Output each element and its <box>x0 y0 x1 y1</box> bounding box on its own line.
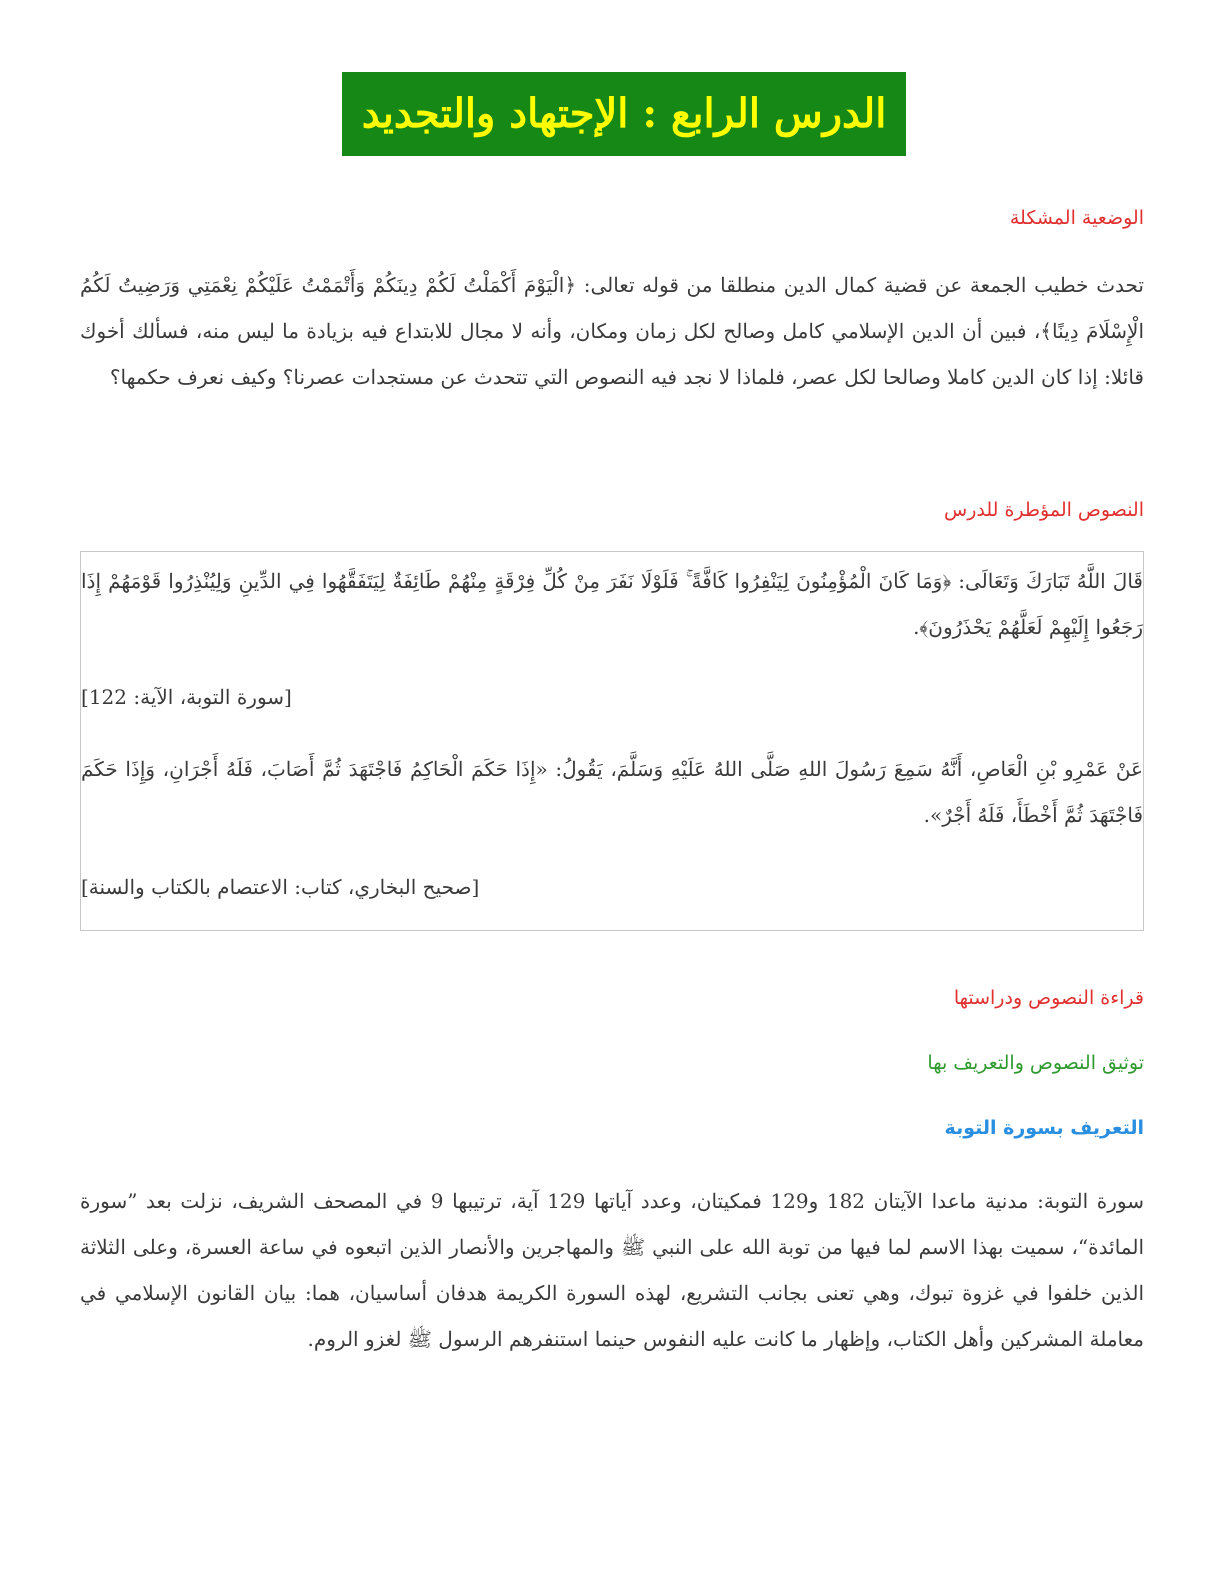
page-title: الدرس الرابع : الإجتهاد والتجديد <box>361 90 887 137</box>
document-page <box>80 0 1144 1584</box>
title-banner <box>342 72 906 156</box>
framing-texts-heading: النصوص المؤطرة للدرس <box>944 499 1144 521</box>
problem-paragraph: تحدث خطيب الجمعة عن قضية كمال الدين منطلقا من قوله تعالى: ﴿الْيَوْمَ أَكْمَلْتُ لَكُمْ دِينَكُمْ وَأَتْمَمْتُ عَلَيْكُمْ نِعْمَتِي وَرَضِيتُ لَكُمُ الْإِسْلَامَ دِينًا﴾، فبين أن الدين الإسلامي كامل وصالح لكل زمان ومكان، وأنه لا مجال للابتداع فيه بزيادة ما ليس منه، فسألك أخوك قائلا: إذا كان الدين كاملا وصالحا لكل عصر، فلماذا لا نجد فيه النصوص التي تتحدث عن مستجدات عصرنا؟ وكيف نعرف حكمها؟ <box>80 273 1144 389</box>
reading-heading: قراءة النصوص ودراستها <box>953 987 1144 1009</box>
verse-reference: [سورة التوبة، الآية: 122] <box>81 685 292 709</box>
quran-verse: قَالَ اللَّهُ تَبَارَكَ وَتَعَالَى: ﴿وَمَا كَانَ الْمُؤْمِنُونَ لِيَنْفِرُوا كَافَّةً ۚ فَلَوْلَا نَفَرَ مِنْ كُلِّ فِرْقَةٍ مِنْهُمْ طَائِفَةٌ لِيَتَفَقَّهُوا فِي الدِّينِ وَلِيُنْذِرُوا قَوْمَهُمْ إِذَا رَجَعُوا إِلَيْهِمْ لَعَلَّهُمْ يَحْذَرُونَ﴾. <box>81 569 1143 639</box>
problem-heading: الوضعية المشكلة <box>1009 207 1144 229</box>
framing-texts-box <box>80 551 1144 931</box>
surah-intro-paragraph: سورة التوبة: مدنية ماعدا الآيتان 182 و129 فمكيتان، وعدد آياتها 129 آية، ترتيبها 9 في المصحف الشريف، نزلت بعد ”سورة المائدة“، سميت بهذا الاسم لما فيها من توبة الله على النبي ﷺ والمهاجرين والأنصار الذين اتبعوه في ساعة العسرة، وعلى الثلاثة الذين خلفوا في غزوة تبوك، وهي تعنى بجانب التشريع، لهذه السورة الكريمة هدفان أساسيان، هما: بيان القانون الإسلامي في معاملة المشركين وأهل الكتاب، وإظهار ما كانت عليه النفوس حينما استنفرهم الرسول ﷺ لغزو الروم. <box>80 1189 1145 1351</box>
surah-intro-heading: التعريف بسورة التوبة <box>944 1117 1144 1139</box>
documentation-heading: توثيق النصوص والتعريف بها <box>927 1052 1144 1074</box>
hadith-reference: [صحيح البخاري، كتاب: الاعتصام بالكتاب والسنة] <box>81 875 480 899</box>
hadith-text: عَنْ عَمْرِو بْنِ الْعَاصِ، أَنَّهُ سَمِعَ رَسُولَ اللهِ صَلَّى اللهُ عَلَيْهِ وَسَلَّمَ، يَقُولُ: «إِذَا حَكَمَ الْحَاكِمُ فَاجْتَهَدَ ثُمَّ أَصَابَ، فَلَهُ أَجْرَانِ، وَإِذَا حَكَمَ فَاجْتَهَدَ ثُمَّ أَخْطَأَ، فَلَهُ أَجْرٌ». <box>81 757 1143 827</box>
